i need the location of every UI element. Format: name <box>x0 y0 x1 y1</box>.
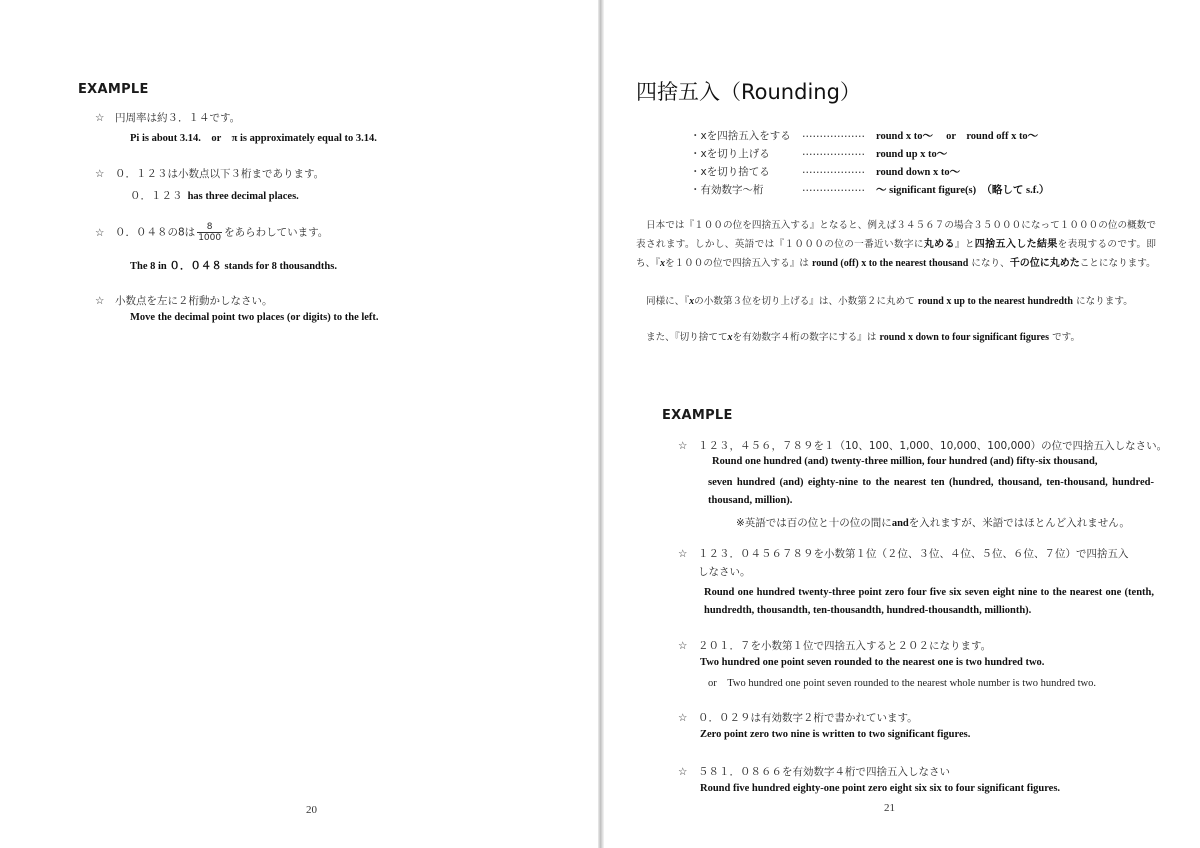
rounding-example-1-en-line1: Round one hundred (and) twenty-three million, four hundred (and) fifty-six thousand, <box>712 456 1098 467</box>
rounding-example-3-en: Two hundred one point seven rounded to the nearest one is two hundred two. <box>700 657 1045 668</box>
example-3-en: The 8 in ０．０４８ stands for 8 thousandths. <box>130 261 337 272</box>
example-heading-right: EXAMPLE <box>662 408 733 423</box>
star-icon: ☆ <box>678 712 688 724</box>
rounding-example-5-jp: ☆ ５８１．０８６６を有効数字４桁で四捨五入しなさい <box>678 766 950 778</box>
rounding-example-3-alt: or Two hundred one point seven rounded to the nearest whole number is two hundred two. <box>708 678 1096 689</box>
rounding-example-2-jp-cont: しなさい。 <box>698 566 751 578</box>
example-heading-left: EXAMPLE <box>78 82 149 97</box>
rounding-example-1-note: ※英語では百の位と十の位の間にandを入れますが、米語ではほとんど入れません。 <box>736 517 1130 529</box>
page-title: 四捨五入（Rounding） <box>636 80 861 104</box>
star-icon: ☆ <box>678 548 688 560</box>
example-1-en: Pi is about 3.14. or π is approximately equal to 3.14. <box>130 133 377 144</box>
right-page: 四捨五入（Rounding） ・xを四捨五入をする ……………… round x to〜 or round off x to〜 ・xを切り上げる ……………… round up x to〜 ・xを切り捨てる ……………… round down x to〜 ・有効数字〜桁 ……………… 〜 significant figure(s) （略して s.f.） 日本では『１００の位を四捨五入する』となると、例えば３４５６７の場合３５０００になって１０００の位の概数で表されます。しかし、英語では『１０００の位の一番近い数字に丸める』と四捨五入した結果を表現するのです。即ち、『xを１００の位で四捨五入する』は round (off) x to the nearest thousand になり、千の位に丸めたことになります。 同様に、『xの小数第３位を切り上げる』は、小数第２に丸めて round x up to the nearest hundredth になります。 また、『切り捨ててxを有効数字４桁の数字にする』は round x down to four significant figures です。 EXAMPLE ☆ １２３，４５６，７８９を１（10、100、1,000、10,000、100,000）の位で四捨五入しなさい。 Round one hundred (and) twenty-three million, four hundred (and) fifty-six thousand, seven hundred (and) eighty-nine to the nearest ten (hundred, thousand, ten-thousand, hundred-thousand, million). ※英語では百の位と十の位の間にandを入れますが、米語ではほとんど入れません。 ☆ １２３．０４５６７８９を小数第１位（２位、３位、４位、５位、６位、７位）で四捨五入 しなさい。 Round one hundred twenty-three point zero four five six seven eight nine to the nearest one (tenth, hundredth, thousandth, ten-thousandth, hundred-thousandth, millionth). ☆ ２０１．７を小数第１位で四捨五入すると２０２になります。 Two hundred one point seven rounded to the nearest one is two hundred two. or Two hundred one point seven rounded to the nearest whole number is two hundred two. ☆ ０．０２９は有効数字２桁で書かれています。 Zero point zero two nine is written to two significant figures. ☆ ５８１．０８６６を有効数字４桁で四捨五入しなさい Round five hundred eighty-one point zero eight six six to four significant figures. 21 <box>604 0 1200 848</box>
star-icon: ☆ <box>95 168 105 180</box>
rounding-example-5-en: Round five hundred eighty-one point zero eight six six to four significant figures. <box>700 783 1061 794</box>
rounding-example-2-jp: ☆ １２３．０４５６７８９を小数第１位（２位、３位、４位、５位、６位、７位）で四捨五入 <box>678 548 1129 560</box>
rounding-example-1-en: seven hundred (and) eighty-nine to the nearest ten (hundred, thousand, ten-thousand, hundred-thousand, million). <box>708 477 1154 506</box>
example-4-jp: ☆ 小数点を左に２桁動かしなさい。 <box>95 295 273 307</box>
explanation-paragraph-2: 同様に、『xの小数第３位を切り上げる』は、小数第２に丸めて round x up to the nearest hundredth になります。 <box>646 296 1133 307</box>
star-icon: ☆ <box>678 440 688 452</box>
rounding-example-3-jp: ☆ ２０１．７を小数第１位で四捨五入すると２０２になります。 <box>678 640 992 652</box>
fraction: $\frac{8}{1000}$ <box>198 222 222 243</box>
example-2-jp: ☆ ０．１２３は小数点以下３桁まであります。 <box>95 168 325 180</box>
rounding-example-1-jp: ☆ １２３，４５６，７８９を１（10、100、1,000、10,000、100,000）の位で四捨五入しなさい。 <box>678 440 1168 452</box>
page-number-left: 20 <box>306 804 317 816</box>
explanation-paragraph-3: また、『切り捨ててxを有効数字４桁の数字にする』は round x down to four significant figures です。 <box>646 332 1081 343</box>
rounding-example-4-en: Zero point zero two nine is written to two significant figures. <box>700 729 971 740</box>
rounding-example-4-jp: ☆ ０．０２９は有効数字２桁で書かれています。 <box>678 712 918 724</box>
example-4-en: Move the decimal point two places (or digits) to the left. <box>130 312 379 323</box>
explanation-paragraph-1: 日本では『１００の位を四捨五入する』となると、例えば３４５６７の場合３５０００になって１０００の位の概数で表されます。しかし、英語では『１０００の位の一番近い数字に丸める』と四捨五入した結果を表現するのです。即ち、『xを１００の位で四捨五入する』は round (off) x to the nearest thousand になり、千の位に丸めたことになります。 <box>636 220 1157 269</box>
star-icon: ☆ <box>95 295 105 307</box>
star-icon: ☆ <box>678 640 688 652</box>
star-icon: ☆ <box>95 112 105 124</box>
star-icon: ☆ <box>95 226 105 239</box>
example-3-jp: ☆ ０．０４８の8は $\frac{8}{1000}$ をあらわしています。 <box>95 222 329 243</box>
example-1-jp: ☆ 円周率は約３．１４です。 <box>95 112 241 124</box>
page-number-right: 21 <box>884 802 895 814</box>
example-2-en: ０．１２３ has three decimal places. <box>130 190 299 202</box>
star-icon: ☆ <box>678 766 688 778</box>
rounding-example-2-en: Round one hundred twenty-three point zero four five six seven eight nine to the nearest one (tenth, hundredth, thousandth, ten-thousandth, hundred-thousandth, millionth). <box>704 587 1154 616</box>
